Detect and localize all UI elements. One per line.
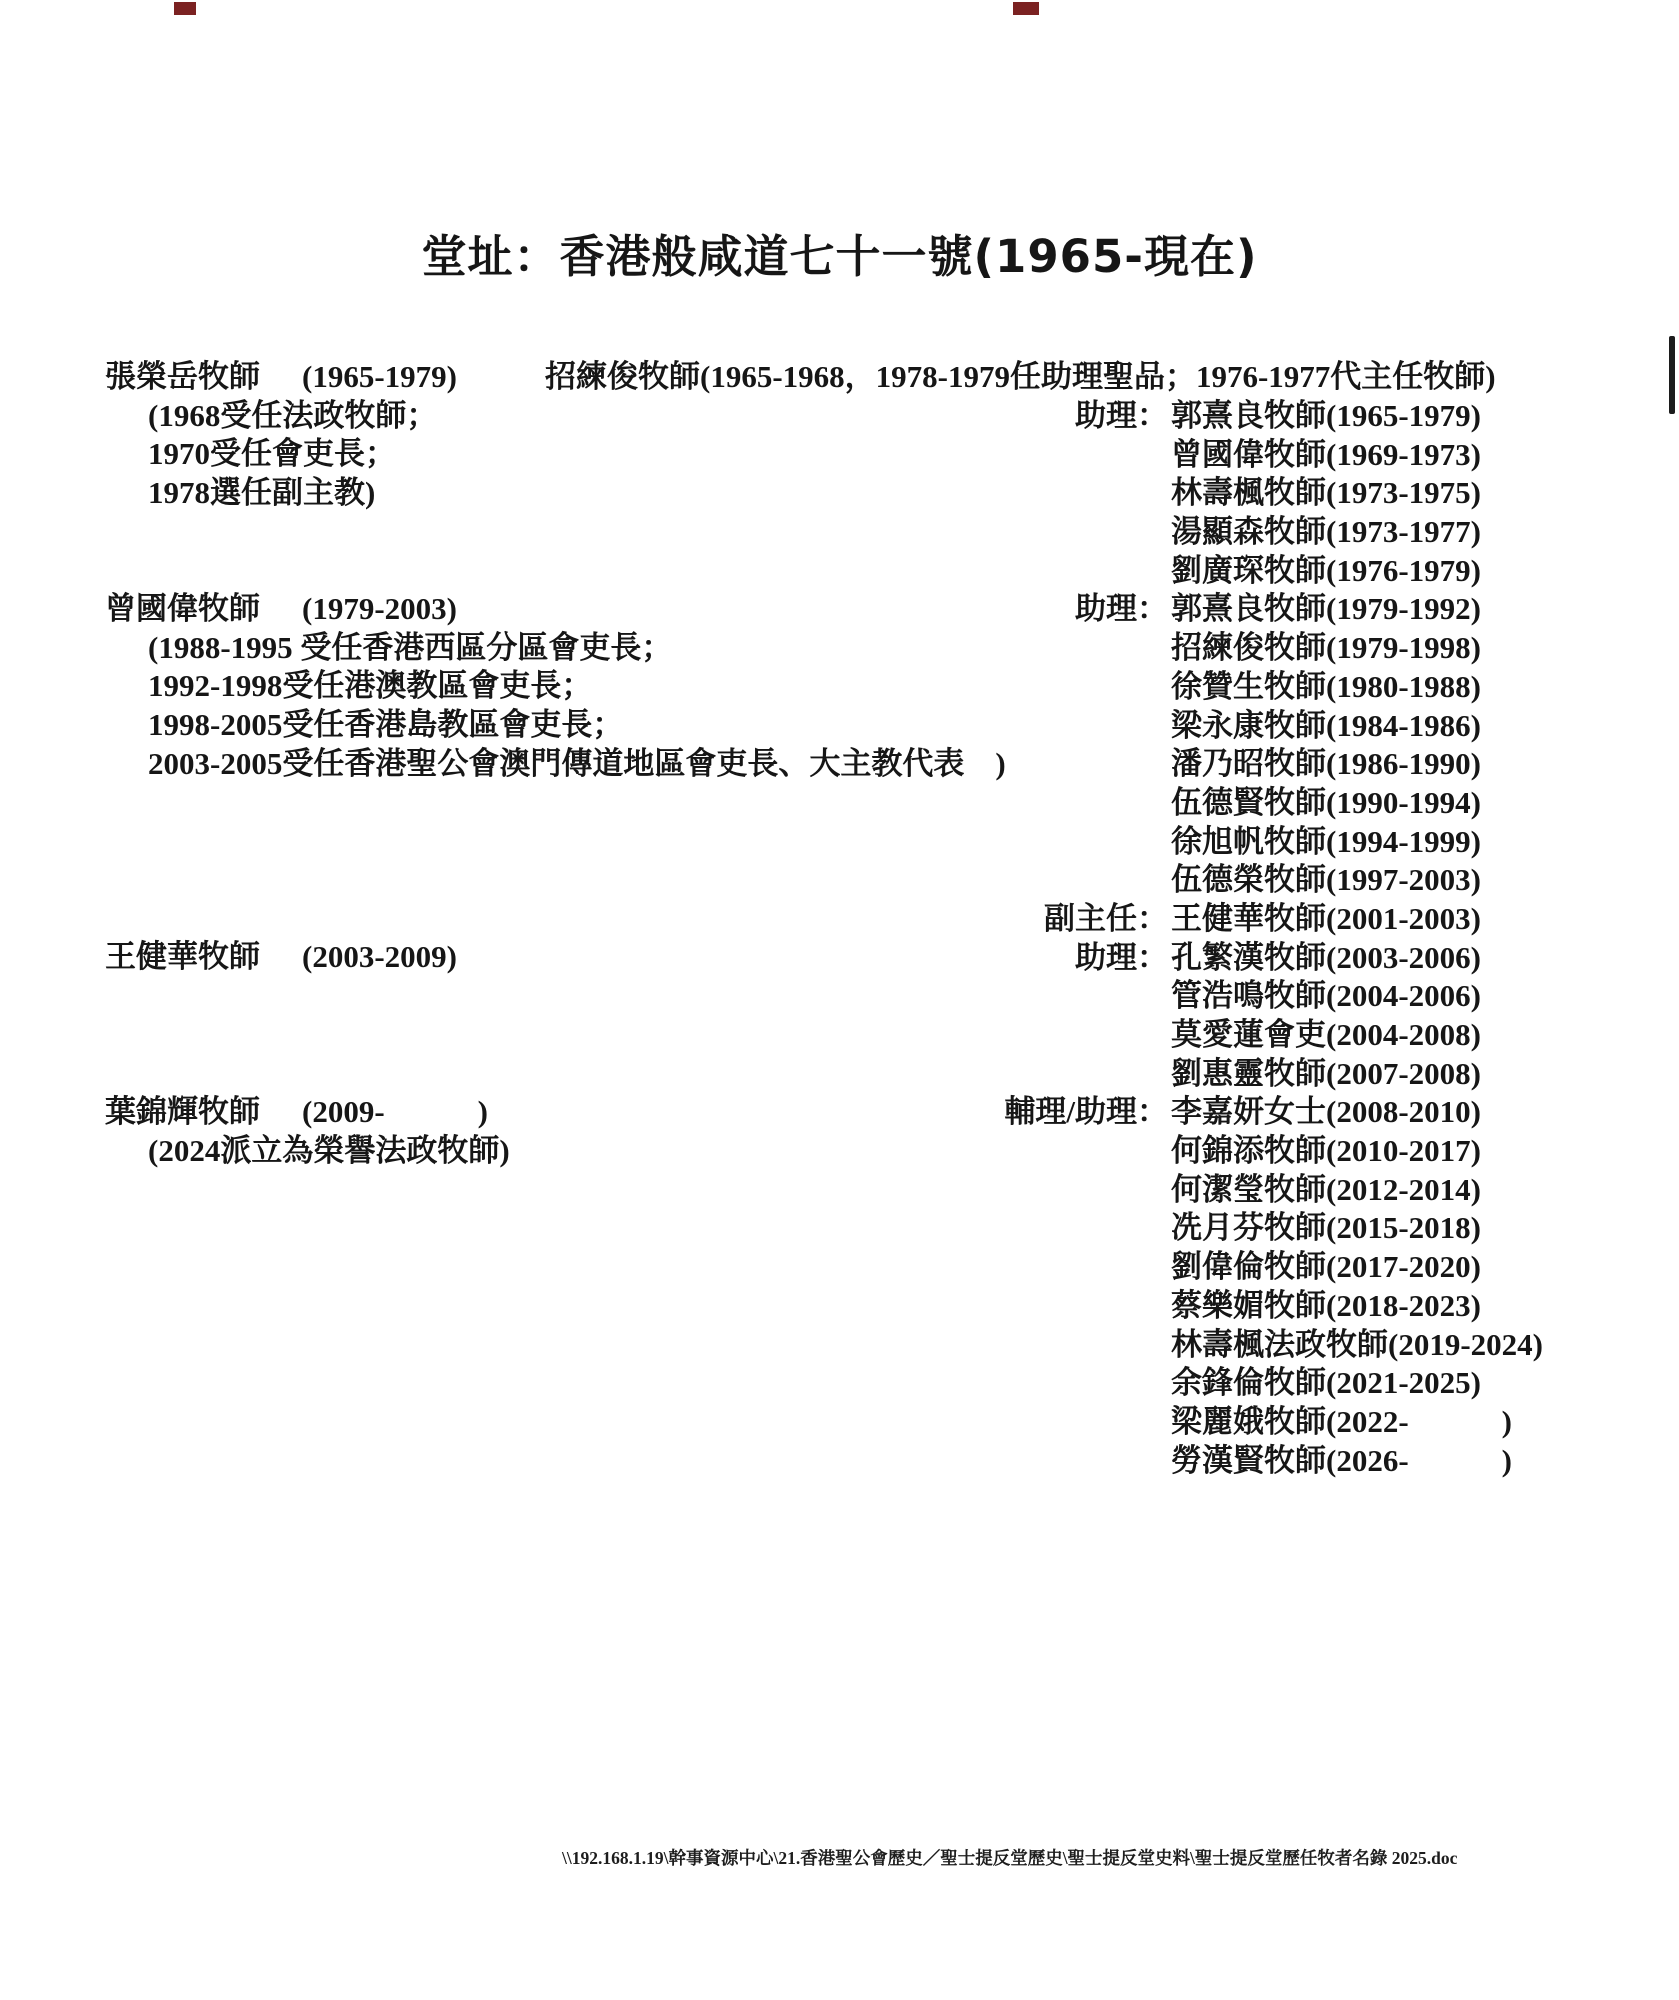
rector-name-line bbox=[105, 1093, 510, 1132]
clergy-row bbox=[750, 861, 1550, 900]
rector-years: (2003-2009) bbox=[302, 939, 457, 974]
clergy-name: 余鋒倫牧師(2021-2025) bbox=[1171, 1365, 1481, 1401]
clergy-name: 徐旭帆牧師(1994-1999) bbox=[1171, 823, 1481, 859]
rector-note: 1978選任副主教) bbox=[148, 475, 376, 511]
clergy-role-label: 輔理/助理： bbox=[1004, 1094, 1168, 1130]
clergy-row bbox=[750, 1171, 1550, 1210]
rector-name: 曾國偉牧師 bbox=[105, 591, 260, 626]
clergy-name: 曾國偉牧師(1969-1973) bbox=[1171, 436, 1481, 472]
clergy-name: 蔡樂媚牧師(2018-2023) bbox=[1171, 1287, 1481, 1323]
rector-name: 葉錦輝牧師 bbox=[105, 1094, 260, 1129]
clergy-role-label bbox=[750, 474, 1168, 513]
clergy-name: 李嘉妍女士(2008-2010) bbox=[1171, 1094, 1481, 1130]
clergy-row bbox=[750, 977, 1550, 1016]
clergy-role-label bbox=[750, 1248, 1168, 1287]
clergy-row bbox=[750, 1442, 1550, 1481]
rector-note: (1988-1995 受任香港西區分區會吏長； bbox=[148, 629, 673, 665]
clergy-row bbox=[750, 900, 1550, 939]
clergy-role-label bbox=[750, 707, 1168, 746]
clergy-role-label bbox=[750, 629, 1168, 668]
clergy-row bbox=[750, 1016, 1550, 1055]
clergy-name: 劉廣琛牧師(1976-1979) bbox=[1171, 552, 1481, 588]
clergy-name: 何錦添牧師(2010-2017) bbox=[1171, 1133, 1481, 1169]
clergy-role-label bbox=[750, 1209, 1168, 1248]
clergy-name: 郭熹良牧師(1979-1992) bbox=[1171, 591, 1481, 627]
clergy-row bbox=[750, 707, 1550, 746]
clergy-name: 徐贊生牧師(1980-1988) bbox=[1171, 668, 1481, 704]
rector-years: (1965-1979) bbox=[302, 359, 457, 394]
rector-name: 王健華牧師 bbox=[105, 939, 260, 974]
clergy-row bbox=[750, 1055, 1550, 1094]
clergy-role-label bbox=[750, 861, 1168, 900]
clergy-name: 劉惠靈牧師(2007-2008) bbox=[1171, 1055, 1481, 1091]
scan-artifact-right bbox=[1013, 2, 1039, 15]
clergy-role-label bbox=[750, 1403, 1168, 1442]
clergy-name: 郭熹良牧師(1965-1979) bbox=[1171, 398, 1481, 433]
clergy-row bbox=[750, 474, 1550, 513]
clergy-row bbox=[750, 1287, 1550, 1326]
clergy-row bbox=[750, 1132, 1550, 1171]
clergy-role-label bbox=[750, 1132, 1168, 1171]
clergy-role-label bbox=[750, 823, 1168, 862]
rector-entry-1 bbox=[105, 358, 457, 513]
clergy-role-label bbox=[750, 1171, 1168, 1210]
clergy-name: 劉偉倫牧師(2017-2020) bbox=[1171, 1249, 1481, 1285]
clergy-name: 管浩鳴牧師(2004-2006) bbox=[1171, 978, 1481, 1014]
rector-note: 1970受任會吏長； bbox=[148, 436, 396, 472]
rector-years: (2009- ) bbox=[302, 1094, 488, 1129]
clergy-row bbox=[750, 745, 1550, 784]
clergy-row bbox=[750, 1248, 1550, 1287]
clergy-row bbox=[750, 1209, 1550, 1248]
clergy-role-label: 助理： bbox=[1075, 939, 1168, 975]
clergy-name: 王健華牧師(2001-2003) bbox=[1171, 900, 1481, 936]
clergy-name: 勞漢賢牧師(2026- ) bbox=[1171, 1442, 1512, 1478]
clergy-row bbox=[750, 823, 1550, 862]
clergy-row bbox=[750, 629, 1550, 668]
clergy-name: 梁永康牧師(1984-1986) bbox=[1171, 707, 1481, 743]
clergy-role-label bbox=[750, 745, 1168, 784]
rector-name-line bbox=[105, 938, 457, 977]
clergy-row bbox=[750, 1093, 1550, 1132]
rector-years: (1979-2003) bbox=[302, 591, 457, 626]
clergy-name: 孔繁漢牧師(2003-2006) bbox=[1171, 939, 1481, 975]
page-title: 堂址：香港般咸道七十一號(1965-現在) bbox=[421, 230, 1258, 283]
rector-name: 張榮岳牧師 bbox=[105, 359, 260, 394]
clergy-name: 招練俊牧師(1979-1998) bbox=[1171, 630, 1481, 666]
rector-note: 1992-1998受任港澳教區會吏長； bbox=[148, 668, 593, 704]
scan-edge-artifact bbox=[1669, 336, 1675, 414]
rector-note: 2003-2005受任香港聖公會澳門傳道地區會吏長、大主教代表 ) bbox=[148, 745, 1006, 781]
rector-note: 1998-2005受任香港島教區會吏長； bbox=[148, 707, 624, 743]
clergy-role-label bbox=[750, 668, 1168, 707]
clergy-role-label bbox=[750, 784, 1168, 823]
rector-note: (1968受任法政牧師； bbox=[148, 397, 438, 433]
clergy-row bbox=[750, 939, 1550, 978]
clergy-role-label bbox=[750, 1016, 1168, 1055]
clergy-role-label bbox=[750, 1442, 1168, 1481]
clergy-role-label bbox=[750, 977, 1168, 1016]
clergy-name: 梁麗娥牧師(2022- ) bbox=[1171, 1403, 1512, 1439]
clergy-name: 湯顯森牧師(1973-1977) bbox=[1171, 514, 1481, 550]
clergy-row bbox=[750, 513, 1550, 552]
clergy-row bbox=[750, 1364, 1550, 1403]
clergy-name: 冼月芬牧師(2015-2018) bbox=[1171, 1210, 1481, 1246]
clergy-role-label bbox=[750, 1055, 1168, 1094]
clergy-name: 何潔瑩牧師(2012-2014) bbox=[1171, 1171, 1481, 1207]
clergy-role-label: 副主任： bbox=[1044, 900, 1168, 936]
clergy-list bbox=[750, 397, 1550, 1480]
rector-entry-4 bbox=[105, 1093, 510, 1170]
clergy-role-label bbox=[750, 1326, 1168, 1365]
clergy-name: 伍德賢牧師(1990-1994) bbox=[1171, 784, 1481, 820]
clergy-row bbox=[750, 668, 1550, 707]
clergy-row bbox=[750, 397, 1550, 436]
rector-entry-3 bbox=[105, 938, 457, 977]
clergy-name: 莫愛蓮會吏(2004-2008) bbox=[1171, 1017, 1481, 1052]
clergy-name: 林壽楓法政牧師(2019-2024) bbox=[1171, 1326, 1543, 1362]
clergy-role-label bbox=[750, 513, 1168, 552]
scan-artifact-left bbox=[174, 2, 196, 15]
clergy-role-label bbox=[750, 1287, 1168, 1326]
clergy-name: 林壽楓牧師(1973-1975) bbox=[1171, 475, 1481, 511]
clergy-row bbox=[750, 436, 1550, 475]
clergy-name: 伍德榮牧師(1997-2003) bbox=[1171, 862, 1481, 898]
clergy-row bbox=[750, 552, 1550, 591]
clergy-role-label: 助理： bbox=[1075, 398, 1168, 433]
assistant-header: 招練俊牧師(1965-1968，1978-1979任助理聖品；1976-1977代主任牧師) bbox=[545, 359, 1496, 394]
rector-name-line bbox=[105, 358, 457, 397]
clergy-role-label bbox=[750, 436, 1168, 475]
clergy-row bbox=[750, 1403, 1550, 1442]
clergy-role-label bbox=[750, 552, 1168, 591]
clergy-row bbox=[750, 590, 1550, 629]
rector-note: (2024派立為榮譽法政牧師) bbox=[148, 1132, 510, 1168]
clergy-row bbox=[750, 784, 1550, 823]
clergy-role-label: 助理： bbox=[1075, 591, 1168, 627]
clergy-name: 潘乃昭牧師(1986-1990) bbox=[1171, 746, 1481, 782]
clergy-role-label bbox=[750, 1364, 1168, 1403]
clergy-row bbox=[750, 1326, 1550, 1365]
file-path-footer: \\192.168.1.19\幹事資源中心\21.香港聖公會歷史／聖士提反堂歷史\聖士提反堂史料\聖士提反堂歷任牧者名錄 2025.doc bbox=[562, 1848, 1458, 1868]
